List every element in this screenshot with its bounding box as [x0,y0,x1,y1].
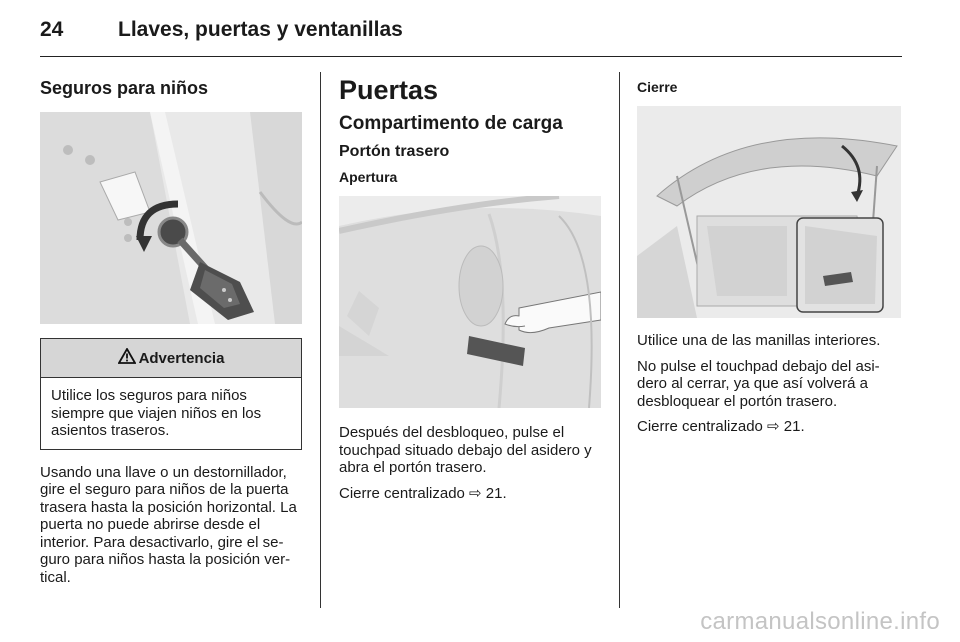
topic-heading: Apertura [339,169,398,185]
section-heading: Compartimento de carga [339,113,563,134]
opening-instructions: Después del desbloqueo, pulse el touchpad situado debajo del asidero y abra el portón trasero. [339,424,592,476]
warning-title: Advertencia [138,349,225,367]
column-doors [339,72,601,510]
cross-reference: Cierre centralizado ⇨ 21. [637,418,805,435]
topic-heading: Cierre [637,79,678,95]
column-divider [619,72,620,608]
warning-triangle-icon [118,348,136,368]
running-title: Llaves, puertas y ventanillas [118,18,403,41]
section-heading: Seguros para niños [40,78,209,98]
column-closing [637,72,901,444]
warning-text: Utilice los seguros para niños siempre que viajen niños en los asientos traseros. [51,387,262,439]
page-number: 24 [40,18,64,41]
cross-reference: Cierre centralizado ⇨ 21. [339,484,507,502]
warning-box [40,338,302,450]
chapter-heading: Puertas [339,75,439,105]
child-lock-instructions: Usando una llave o un destornillador, gire el seguro para niños de la puerta trasera hasta la posición horizontal. La puerta no puede abrirse desde el interior. Para desactivarlo, gire el seguro para niños hasta la posición vertical. [40,463,297,586]
subsection-heading: Portón trasero [339,143,450,160]
page-header [40,16,902,57]
tailgate-closing-illustration [637,106,901,318]
closing-caution: No pulse el touchpad debajo del asidero al cerrar, ya que así volverá a desbloquear el portón trasero. [637,357,880,410]
watermark: carmanualsonline.info [700,608,940,635]
column-divider [320,72,321,608]
column-child-locks [40,72,302,594]
warning-header [41,339,301,378]
child-lock-illustration [40,112,302,324]
closing-instructions: Utilice una de las manillas interiores. [637,332,881,349]
tailgate-opening-illustration [339,196,601,408]
